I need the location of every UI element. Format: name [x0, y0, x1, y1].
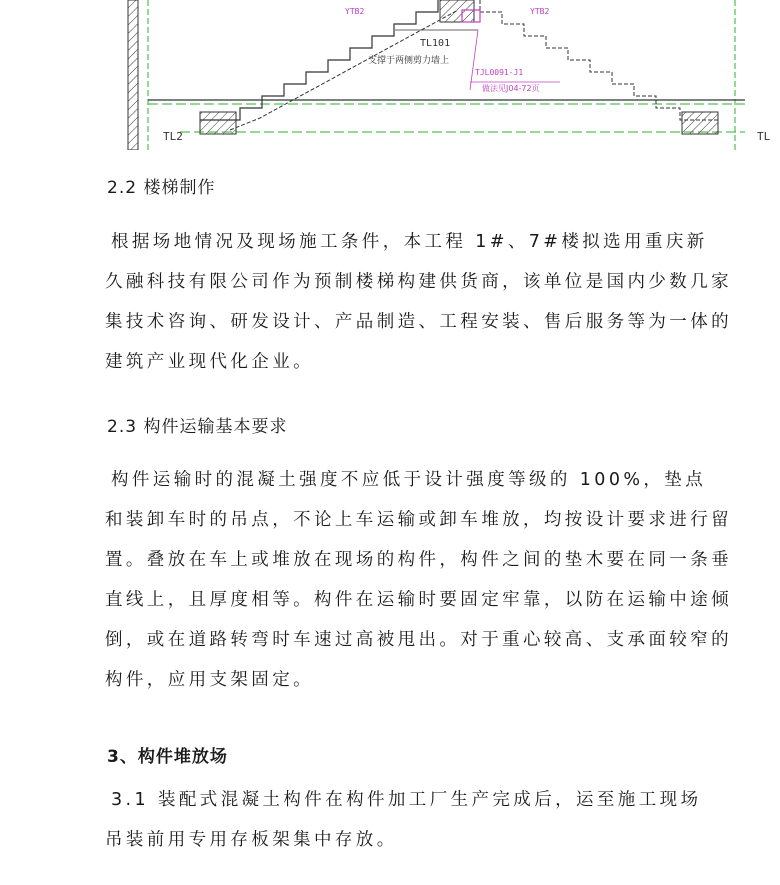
paragraph-line: 集技术咨询、研发设计、产品制造、工程安装、售后服务等为一体的 [105, 312, 732, 332]
paragraph-2-2 [105, 222, 732, 382]
tjl-note: 做法见J04-72页 [482, 84, 540, 93]
tl101-label: TL101 [420, 38, 451, 49]
paragraph-line: 建筑产业现代化企业。 [105, 352, 314, 372]
paragraph-line: 构件，应用支架固定。 [105, 670, 314, 690]
section-heading-2-3: 2.3 构件运输基本要求 [107, 417, 288, 437]
section-heading-2-2: 2.2 楼梯制作 [107, 178, 216, 198]
paragraph-line: 置。叠放在车上或堆放在现场的构件，构件之间的垫木要在同一条垂 [105, 550, 732, 570]
top-beam [440, 0, 474, 22]
tl2-label: TL2 [163, 130, 183, 143]
section-heading-3: 3、构件堆放场 [107, 747, 228, 767]
ytb-label-right: YTB2 [530, 7, 550, 16]
left-wall [128, 0, 138, 150]
paragraph-line: 吊装前用专用存板架集中存放。 [105, 830, 398, 850]
support-note: 支撑于两侧剪力墙上 [368, 56, 450, 66]
paragraph-line: 3.1 装配式混凝土构件在构件加工厂生产完成后，运至施工现场 [111, 790, 702, 810]
paragraph-line: 久融科技有限公司作为预制楼梯构建供货商，该单位是国内少数几家 [105, 272, 732, 292]
tl-beam-left [200, 112, 236, 134]
right-stair-steps [480, 0, 720, 120]
paragraph-line: 根据场地情况及现场施工条件，本工程 1#、7#楼拟选用重庆新 [111, 232, 708, 252]
tl-beam-right [682, 112, 718, 134]
tl-right-label: TL [757, 130, 771, 143]
ytb-label-left: YTB2 [345, 7, 365, 16]
paragraph-line: 倒，或在道路转弯时车速过高被甩出。对于重心较高、支承面较窄的 [105, 630, 732, 650]
paragraph-3-1 [107, 780, 707, 860]
stair-drawing [0, 0, 780, 150]
paragraph-line: 和装卸车时的吊点，不论上车运输或卸车堆放，均按设计要求进行留 [105, 510, 732, 530]
paragraph-line: 构件运输时的混凝土强度不应低于设计强度等级的 100%，垫点 [111, 470, 707, 490]
paragraph-2-3 [105, 460, 732, 700]
tjl-label: TJL0091-J1 [475, 68, 524, 77]
paragraph-line: 直线上，且厚度相等。构件在运输时要固定牢靠，以防在运输中途倾 [105, 590, 732, 610]
